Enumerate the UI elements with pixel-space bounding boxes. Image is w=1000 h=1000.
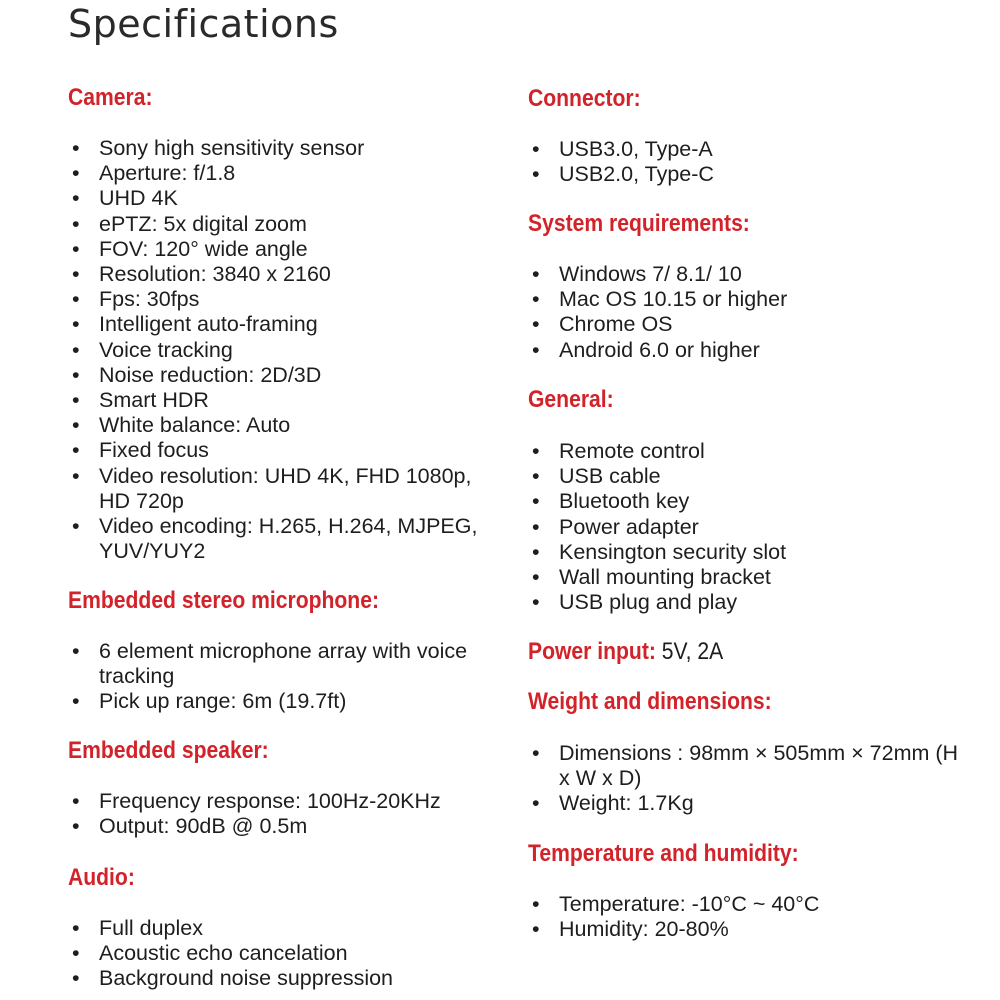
bullet-icon: •: [532, 590, 540, 615]
list-item-text: Aperture: f/1.8: [99, 161, 236, 186]
list-item: [68, 514, 488, 564]
bullet-icon: •: [532, 539, 540, 564]
list-item-text: 6 element microphone array with voice tracking: [99, 639, 468, 689]
bullet-icon: •: [72, 186, 80, 211]
general-heading: General:: [528, 386, 614, 413]
list-item-text: Temperature: -10°C ~ 40°C: [559, 892, 820, 916]
list-item-text: Video resolution: UHD 4K, FHD 1080p, HD 720p: [99, 463, 472, 513]
bullet-icon: •: [72, 639, 80, 663]
bullet-icon: •: [72, 136, 80, 160]
bullet-icon: •: [72, 337, 80, 362]
weight-dimensions-list: [528, 741, 968, 817]
temperature-humidity-list: [528, 892, 968, 942]
bullet-icon: •: [532, 337, 540, 362]
list-item: [68, 941, 488, 966]
bullet-icon: •: [532, 464, 540, 489]
list-item: [528, 338, 968, 363]
bullet-icon: •: [72, 388, 80, 413]
list-item: [528, 590, 968, 615]
bullet-icon: •: [72, 262, 80, 287]
connector-list: [528, 137, 968, 187]
list-item: [528, 791, 968, 816]
list-item-text: Dimensions : 98mm × 505mm × 72mm (H x W x D): [559, 741, 959, 791]
list-item-text: FOV: 120° wide angle: [99, 236, 308, 261]
list-item-text: Pick up range: 6m (19.7ft): [99, 689, 347, 714]
list-item-text: Fixed focus: [99, 438, 209, 463]
list-item: [528, 565, 968, 590]
list-item: [528, 540, 968, 565]
list-item: [68, 237, 488, 262]
list-item-text: Video encoding: H.265, H.264, MJPEG, YUV/YUY2: [99, 514, 478, 564]
list-item-text: Acoustic echo cancelation: [99, 941, 348, 966]
camera-list: [68, 136, 488, 564]
list-item: [528, 162, 968, 187]
list-item-text: White balance: Auto: [99, 413, 291, 438]
list-item-text: Kensington security slot: [559, 539, 787, 564]
list-item-text: USB cable: [559, 464, 661, 489]
bullet-icon: •: [532, 917, 540, 942]
list-item: [68, 413, 488, 438]
list-item: [528, 439, 968, 464]
system-requirements-heading: System requirements:: [528, 210, 750, 237]
list-item-text: Fps: 30fps: [99, 287, 200, 312]
list-item-text: Output: 90dB @ 0.5m: [99, 814, 308, 839]
general-list: [528, 439, 968, 615]
list-item: [528, 137, 968, 162]
list-item-text: Full duplex: [99, 916, 203, 940]
list-item: [528, 489, 968, 514]
bullet-icon: •: [72, 211, 80, 236]
speaker-heading: Embedded speaker:: [68, 737, 269, 764]
list-item-text: Wall mounting bracket: [559, 565, 771, 590]
list-item-text: Smart HDR: [99, 388, 209, 413]
bullet-icon: •: [72, 362, 80, 387]
power-input-label: Power input:: [528, 638, 656, 665]
list-item: [68, 312, 488, 337]
power-input-value: 5V, 2A: [661, 638, 724, 665]
bullet-icon: •: [532, 262, 540, 286]
audio-list: [68, 916, 488, 992]
list-item: [68, 438, 488, 463]
list-item: [528, 892, 968, 917]
microphone-list: [68, 639, 488, 715]
list-item: [68, 338, 488, 363]
list-item: [68, 639, 488, 689]
bullet-icon: •: [72, 161, 80, 186]
system-requirements-list: [528, 262, 968, 363]
list-item: [68, 363, 488, 388]
list-item: [68, 287, 488, 312]
power-input-heading: [528, 638, 723, 666]
bullet-icon: •: [532, 791, 540, 816]
bullet-icon: •: [72, 236, 80, 261]
list-item-text: Intelligent auto-framing: [99, 312, 318, 337]
list-item-text: Sony high sensitivity sensor: [99, 136, 365, 160]
list-item: [68, 916, 488, 941]
bullet-icon: •: [72, 312, 80, 337]
bullet-icon: •: [72, 941, 80, 966]
list-item-text: Resolution: 3840 x 2160: [99, 262, 331, 287]
list-item: [528, 287, 968, 312]
bullet-icon: •: [532, 162, 540, 187]
bullet-icon: •: [72, 514, 80, 539]
bullet-icon: •: [532, 287, 540, 312]
list-item: [68, 161, 488, 186]
list-item: [528, 464, 968, 489]
bullet-icon: •: [72, 689, 80, 714]
list-item-text: Weight: 1.7Kg: [559, 791, 694, 816]
list-item: [68, 136, 488, 161]
list-item-text: Windows 7/ 8.1/ 10: [559, 262, 742, 286]
list-item-text: Remote control: [559, 439, 705, 463]
bullet-icon: •: [72, 966, 80, 991]
list-item-text: Voice tracking: [99, 337, 233, 362]
list-item: [528, 741, 968, 791]
list-item-text: Frequency response: 100Hz-20KHz: [99, 789, 441, 813]
list-item-text: Bluetooth key: [559, 489, 690, 514]
bullet-icon: •: [532, 892, 540, 916]
list-item: [68, 789, 488, 814]
list-item: [68, 212, 488, 237]
bullet-icon: •: [532, 137, 540, 161]
audio-heading: Audio:: [68, 864, 135, 891]
list-item: [528, 262, 968, 287]
bullet-icon: •: [72, 916, 80, 940]
bullet-icon: •: [532, 514, 540, 539]
list-item-text: USB3.0, Type-A: [559, 137, 713, 161]
list-item: [68, 388, 488, 413]
list-item: [528, 917, 968, 942]
bullet-icon: •: [532, 439, 540, 463]
list-item: [68, 966, 488, 991]
list-item-text: UHD 4K: [99, 186, 178, 211]
list-item-text: Humidity: 20-80%: [559, 917, 729, 942]
bullet-icon: •: [72, 438, 80, 463]
list-item-text: Power adapter: [559, 514, 699, 539]
list-item-text: Android 6.0 or higher: [559, 337, 760, 362]
list-item: [528, 515, 968, 540]
connector-heading: Connector:: [528, 85, 641, 112]
bullet-icon: •: [532, 312, 540, 337]
list-item: [68, 262, 488, 287]
list-item-text: USB2.0, Type-C: [559, 162, 714, 187]
list-item-text: Background noise suppression: [99, 966, 394, 991]
list-item: [68, 464, 488, 514]
temperature-humidity-heading: Temperature and humidity:: [528, 840, 799, 867]
camera-heading: Camera:: [68, 84, 153, 111]
bullet-icon: •: [72, 287, 80, 312]
bullet-icon: •: [72, 789, 80, 813]
list-item-text: Mac OS 10.15 or higher: [559, 287, 788, 312]
bullet-icon: •: [532, 565, 540, 590]
microphone-heading: Embedded stereo microphone:: [68, 587, 379, 614]
list-item: [528, 312, 968, 337]
list-item: [68, 186, 488, 211]
list-item-text: Noise reduction: 2D/3D: [99, 362, 322, 387]
weight-dimensions-heading: Weight and dimensions:: [528, 688, 772, 715]
bullet-icon: •: [72, 413, 80, 438]
list-item-text: ePTZ: 5x digital zoom: [99, 211, 307, 236]
speaker-list: [68, 789, 488, 839]
bullet-icon: •: [532, 741, 540, 765]
bullet-icon: •: [72, 814, 80, 839]
bullet-icon: •: [532, 489, 540, 514]
bullet-icon: •: [72, 463, 80, 488]
list-item-text: Chrome OS: [559, 312, 673, 337]
list-item: [68, 689, 488, 714]
list-item-text: USB plug and play: [559, 590, 738, 615]
page-title: Specifications: [68, 2, 339, 46]
list-item: [68, 814, 488, 839]
